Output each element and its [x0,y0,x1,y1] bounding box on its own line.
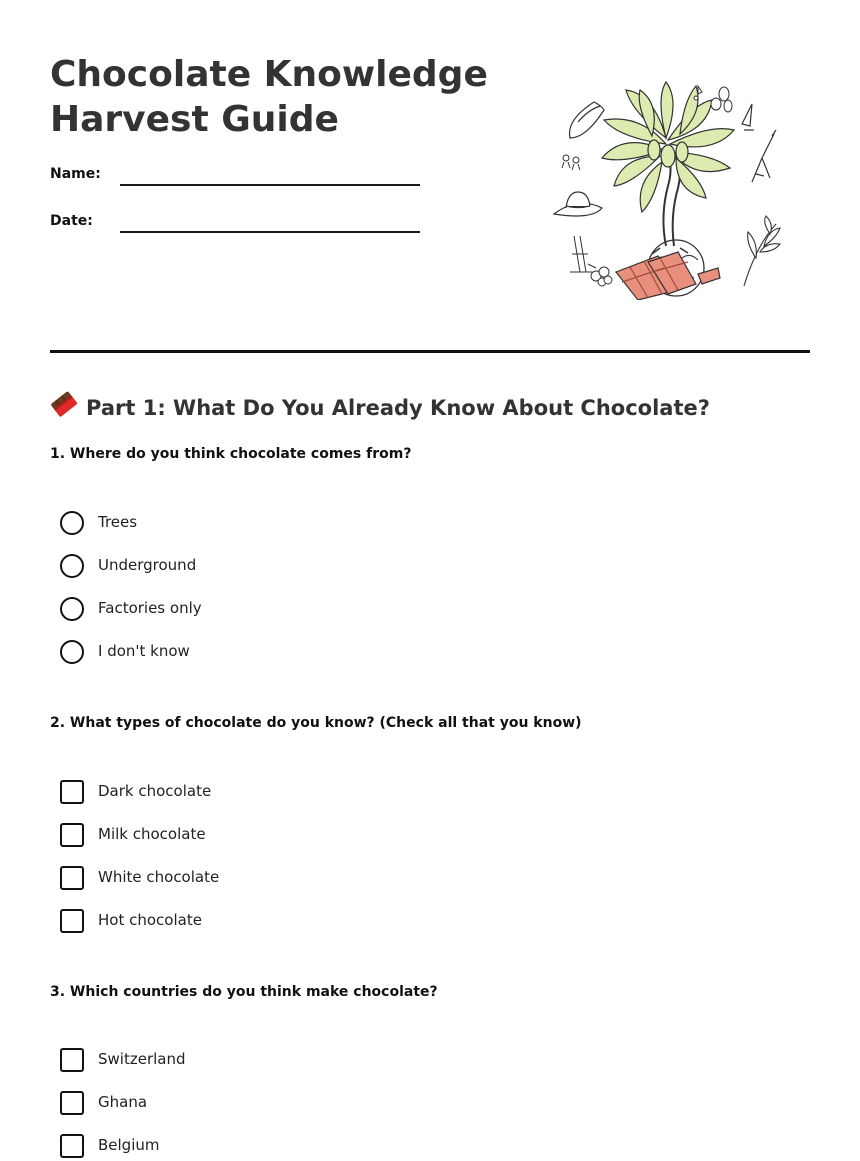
name-field-row [50,166,420,190]
chocolate-bar-illustration-icon [616,252,720,300]
checkbox[interactable] [60,866,84,890]
section-divider [50,350,810,353]
q2-option-dark-chocolate[interactable] [60,780,460,804]
checkbox[interactable] [60,909,84,933]
cacao-tree-illustration [548,78,788,300]
checkbox[interactable] [60,1091,84,1115]
option-label: Factories only [98,599,202,617]
page-title [50,52,520,142]
option-label: White chocolate [98,868,220,886]
date-label: Date: [50,213,93,229]
q1-option-dont-know[interactable] [60,640,460,664]
small-figures-icon [562,155,580,170]
q1-option-factories-only[interactable] [60,597,460,621]
name-field[interactable] [120,162,424,184]
question-3: 3. Which countries do you think make chocolate? [50,984,438,1000]
hat-icon [570,102,605,138]
q3-option-belgium[interactable] [60,1134,460,1158]
date-field-row [50,213,420,237]
part-1-heading-text: Part 1: What Do You Already Know About Chocolate? [86,396,710,420]
radio-button[interactable] [60,640,84,664]
option-label: Switzerland [98,1050,186,1068]
fedora-hat-icon [554,192,602,216]
question-1: 1. Where do you think chocolate comes from? [50,446,412,462]
option-label: Dark chocolate [98,782,212,800]
option-label: Underground [98,556,197,574]
radio-button[interactable] [60,554,84,578]
checkbox[interactable] [60,1134,84,1158]
q1-option-trees[interactable] [60,511,460,535]
title-line-1: Chocolate Knowledge [50,54,488,95]
radio-button[interactable] [60,597,84,621]
checkbox[interactable] [60,1048,84,1072]
option-label: Hot chocolate [98,911,202,929]
option-label: Belgium [98,1136,160,1154]
part-1-heading [50,390,710,423]
name-label: Name: [50,166,101,182]
option-label: Ghana [98,1093,148,1111]
branch-icon [744,216,780,286]
option-label: Milk chocolate [98,825,206,843]
q1-option-underground[interactable] [60,554,460,578]
name-underline [120,184,420,186]
q3-option-ghana[interactable] [60,1091,460,1115]
tools-icon [742,104,776,182]
date-underline [120,231,420,233]
option-label: Trees [98,513,138,531]
chocolate-bar-icon [50,390,78,423]
eiffel-tower-icon [570,236,596,272]
checkbox[interactable] [60,780,84,804]
option-label: I don't know [98,642,190,660]
q2-option-white-chocolate[interactable] [60,866,460,890]
q2-option-milk-chocolate[interactable] [60,823,460,847]
title-line-2: Harvest Guide [50,99,339,140]
q3-option-switzerland[interactable] [60,1048,460,1072]
q2-option-hot-chocolate[interactable] [60,909,460,933]
checkbox[interactable] [60,823,84,847]
radio-button[interactable] [60,511,84,535]
cocoa-beans-icon [591,267,612,286]
question-2: 2. What types of chocolate do you know? (Check all that you know) [50,715,582,731]
date-field[interactable] [120,209,424,231]
